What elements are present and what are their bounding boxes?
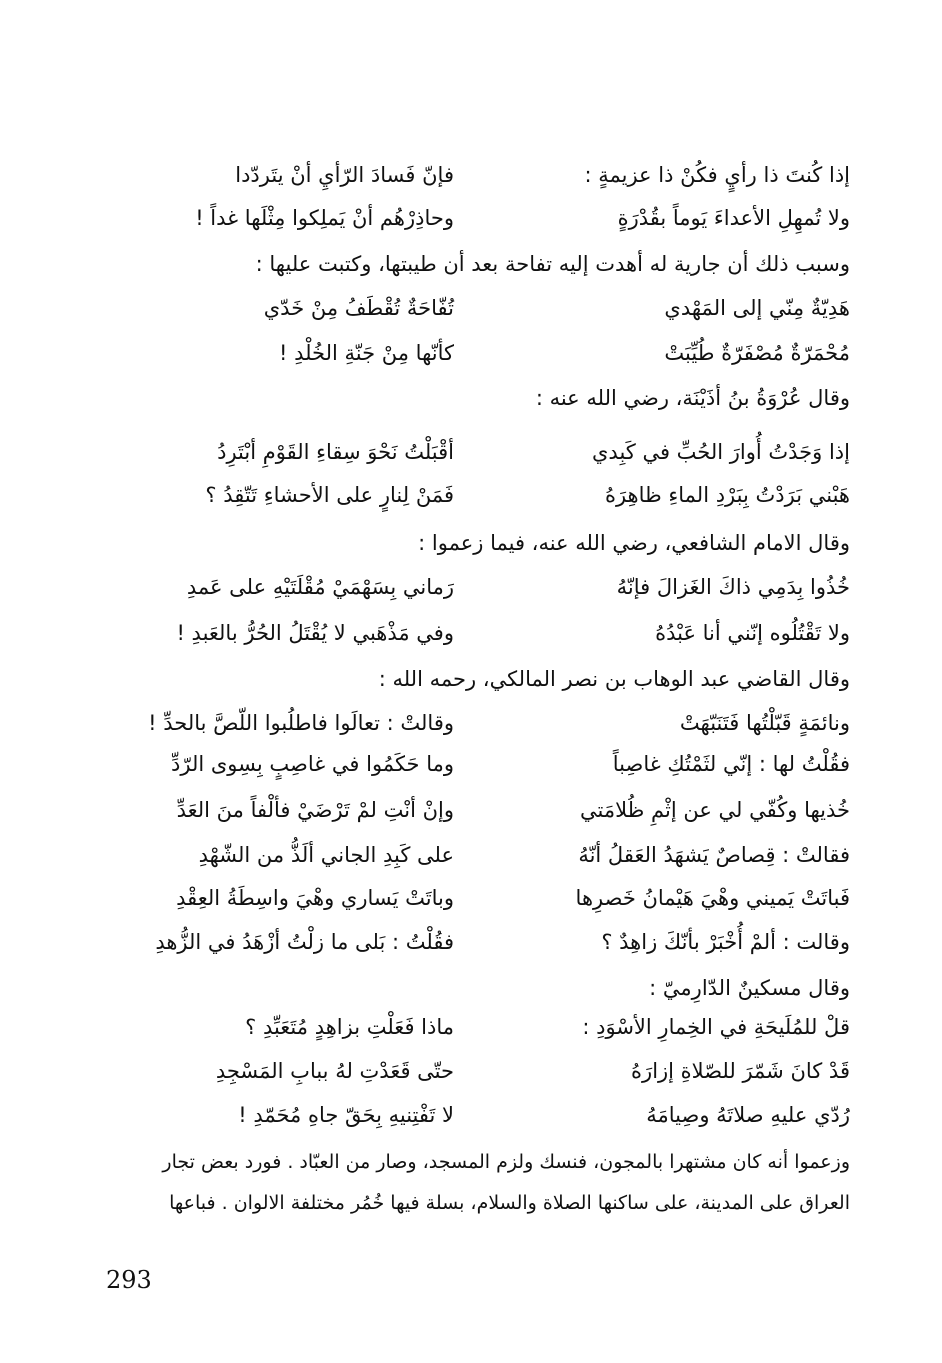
verse-first-hemistich: مُحْمَرّةٌ مُصْفَرّةٌ طُيِّبَتْ (664, 341, 850, 365)
verse-second-hemistich: وإنْ أنْتِ لمْ تَرْضَيْ فألْفاً منَ العَدِّ (176, 798, 454, 822)
verse-second-hemistich: وحاذِرْهُم أنْ يَملِكوا مِثْلَها غداً ! (195, 206, 454, 230)
verse-second-hemistich: تُفّاحَةٌ تُقْطَفُ مِنْ خَدّي (263, 296, 454, 320)
verse-first-hemistich: ولا تَقْتُلُوه إنّني أنا عَبْدُهُ (655, 621, 850, 645)
verse-second-hemistich: أقْبَلْتُ نَحْوَ سِقاءِ القَوْمِ أبْتَرِدُ (217, 440, 454, 464)
verse-first-hemistich: ولا تُمهِلِ الأعداءَ يَوماً بقُدْرَةٍ (617, 206, 850, 230)
verse-second-hemistich: على كَبِدِ الجاني ألَذُّ من الشّهْدِ (198, 843, 454, 867)
verse-second-hemistich: وفي مَذْهَبي لا يُقْتَلُ الحُرُّ بالعَبدِ ! (176, 621, 454, 645)
prose-line: وسبب ذلك أن جارية له أهدت إليه تفاحة بعد أن طيبتها، وكتبت عليها : (255, 252, 850, 276)
paragraph-line: وزعموا أنه كان مشتهرا بالمجون، فنسك ولزم المسجد، وصار من العبّاد . فورد بعض تجار (162, 1151, 850, 1173)
verse-first-hemistich: إذا وَجَدْتُ أُوارَ الحُبِّ في كَبِدي (591, 440, 850, 464)
verse-second-hemistich: فقُلْتُ : بَلى ما زلْتُ أزْهَدُ في الزُّهدِ (155, 930, 454, 954)
verse-second-hemistich: فَمَنْ لِنارٍ على الأحشاءِ تَتّقِدُ ؟ (205, 483, 454, 507)
prose-line: وقال القاضي عبد الوهاب بن نصر المالكي، رحمه الله : (378, 667, 850, 691)
verse-first-hemistich: رُدّي عليهِ صلاتَهُ وصِيامَهُ (646, 1103, 850, 1127)
prose-line: وقال عُرْوَةُ بنُ أذَيْنَة، رضي الله عنه : (535, 386, 850, 410)
prose-line: وقال مسكينٌ الدّارِميّ : (649, 976, 850, 1000)
verse-second-hemistich: فإنّ فَسادَ الرّأيِ أنْ يتَردّدا (235, 163, 454, 187)
prose-line: وقال الامام الشافعي، رضي الله عنه، فيما زعموا : (418, 531, 850, 555)
verse-first-hemistich: قَدْ كانَ شَمّرَ للصّلاةِ إزارَهُ (631, 1059, 850, 1083)
verse-second-hemistich: وباتَتْ يَساري وهْيَ واسِطَةُ العِقْدِ (176, 886, 454, 910)
verse-first-hemistich: خُذيها وكُفّي لي عن إثْمِ ظُلامَتي (580, 798, 850, 822)
verse-first-hemistich: فَباتَتْ يَميني وهْيَ هَيْمانُ خَصرِها (575, 886, 850, 910)
verse-first-hemistich: هَبْني بَرَدْتُ بِبَرْدِ الماءِ ظاهِرَهُ (604, 483, 850, 507)
verse-second-hemistich: حتّى قَعَدْتِ لهُ ببابِ المَسْجِدِ (215, 1059, 454, 1083)
verse-second-hemistich: لا تَفْتِنيهِ بِحَقّ جاهِ مُحَمّدِ ! (238, 1103, 454, 1127)
verse-second-hemistich: رَماني بِسَهْمَيْ مُقْلَتَيْهِ على عَمدِ (186, 575, 454, 599)
verse-second-hemistich: كأنّها مِنْ جَنّةِ الخُلْدِ ! (278, 341, 454, 365)
verse-first-hemistich: ونائمَةٍ قَبّلْتُها فَتَنَبّهَتْ (679, 711, 850, 735)
verse-second-hemistich: وما حَكَمُوا في غاصِبٍ بِسِوى الرّدِّ (171, 752, 454, 776)
verse-second-hemistich: وقالتْ : تعالَوا فاطلُبوا اللّصَّ بالحدِّ ! (148, 711, 454, 735)
verse-first-hemistich: قلْ للمُلَيحَةِ في الخِمارِ الأسْوَدِ : (582, 1015, 850, 1039)
verse-first-hemistich: فقالتْ : قِصاصٌ يَشهَدُ العَقلُ أنّهُ (578, 843, 850, 867)
verse-first-hemistich: هَدِيّةٌ مِنّي إلى المَهْدي (664, 296, 850, 320)
verse-second-hemistich: ماذا فَعَلْتِ بزاهِدٍ مُتَعَبِّدِ ؟ (245, 1015, 454, 1039)
verse-first-hemistich: وقالت : ألمْ أُخْبَرْ بأنّكَ زاهِدٌ ؟ (601, 930, 850, 954)
page-number: 293 (106, 1266, 152, 1294)
verse-first-hemistich: إذا كُنتَ ذا رأيٍ فكُنْ ذا عزيمةٍ : (584, 163, 850, 187)
paragraph-line: العراق على المدينة، على ساكنها الصلاة والسلام، بسلة فيها خُمُر مختلفة الالوان . فباعها (169, 1192, 850, 1214)
verse-first-hemistich: خُذُوا بِدَمِي ذاكَ الغَزالَ فإنّهُ (616, 575, 850, 599)
verse-first-hemistich: فقُلْتُ لها : إنّي لثَمْتُكِ غاصِباً (612, 752, 850, 776)
